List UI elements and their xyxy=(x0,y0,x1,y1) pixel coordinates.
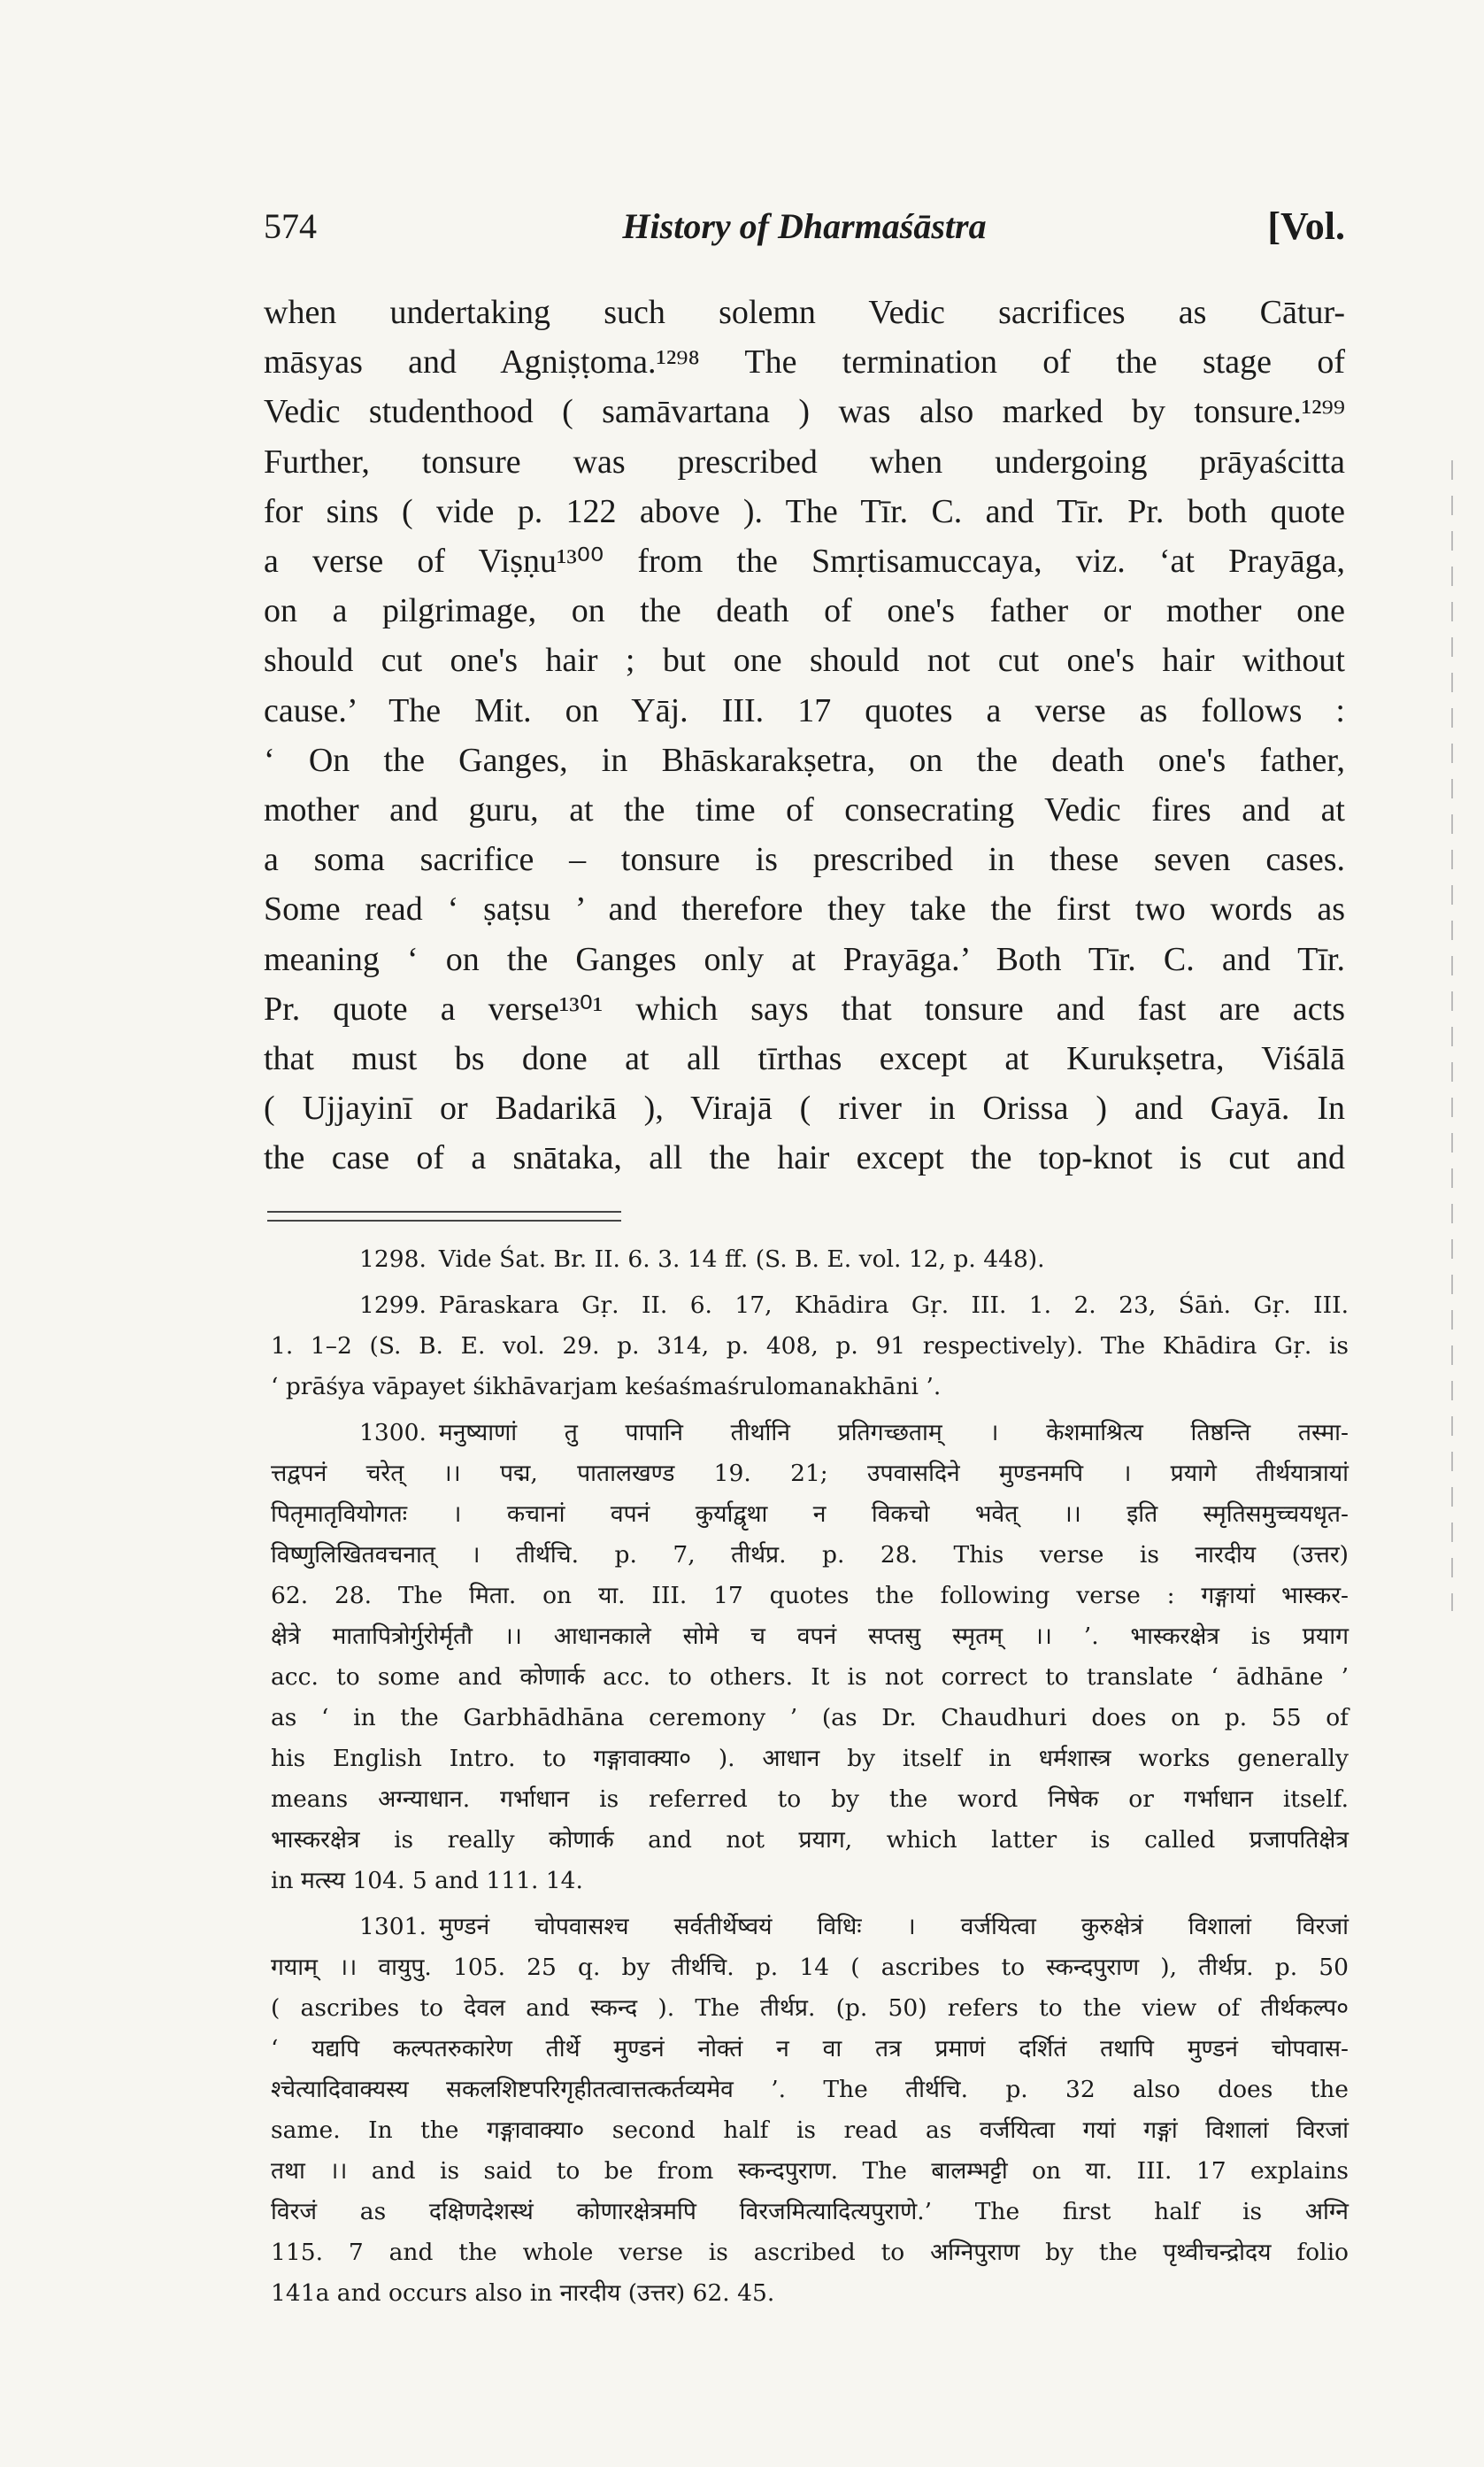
footnote-number: 1300. xyxy=(359,1419,427,1446)
footnote-number: 1301. xyxy=(359,1913,427,1940)
text-line: Pr. quote a verse¹³⁰¹ which says that tonsure and fast are acts xyxy=(264,990,1345,1028)
volume-marker: [Vol. xyxy=(1267,204,1345,248)
running-header xyxy=(264,198,1345,260)
footnote-line: गयाम् ।। वायुपु. 105. 25 q. by तीर्थचि. p. 14 ( ascribes to स्कन्दपुराण ), तीर्थप्र. p. 50 xyxy=(271,1954,1349,1981)
footnote-line: his English Intro. to गङ्गावाक्या० ). आधान by itself in धर्मशास्त्र works generally xyxy=(271,1745,1349,1772)
page-number: 574 xyxy=(264,206,317,246)
footnote-line: 115. 7 and the whole verse is ascribed to अग्निपुराण by the पृथ्वीचन्द्रोदय folio xyxy=(271,2239,1349,2266)
footnote-line: acc. to some and कोणार्क acc. to others. It is not correct to translate ‘ ādhāne ’ xyxy=(271,1663,1349,1691)
footnote-line: 141a and occurs also in नारदीय (उत्तर) 62. 45. xyxy=(271,2279,775,2307)
text-line: should cut one's hair ; but one should not cut one's hair without xyxy=(264,642,1345,680)
footnote-line: श्चेत्यादिवाक्यस्य सकलशिष्टपरिगृहीतत्वात्तत्कर्तव्यमेव ’. The तीर्थचि. p. 32 also does the xyxy=(271,2076,1349,2103)
text-line: Some read ‘ ṣaṭsu ’ and therefore they take the first two words as xyxy=(264,890,1345,929)
footnote-line: पितृमातृवियोगतः । कचानां वपनं कुर्याद्वृथा न विकचो भवेत् ।। इति स्मृतिसमुच्चयधृत- xyxy=(271,1500,1349,1528)
footnote-line: Vide Śat. Br. II. 6. 3. 14 ff. (S. B. E. vol. 12, p. 448). xyxy=(438,1245,1045,1273)
text-line: the case of a snātaka, all the hair except the top-knot is cut and xyxy=(264,1139,1345,1177)
footnote-line: तथा ।। and is said to be from स्कन्दपुराण. The बालम्भट्टी on या. III. 17 explains xyxy=(271,2157,1349,2185)
footnote-separator xyxy=(267,1211,621,1222)
text-line: Vedic studenthood ( samāvartana ) was also marked by tonsure.¹²⁹⁹ xyxy=(264,393,1345,431)
text-line: māsyas and Agniṣṭoma.¹²⁹⁸ The termination of the stage of xyxy=(264,343,1345,382)
footnote-number: 1299. xyxy=(359,1291,427,1319)
footnote-line: means अग्न्याधान. गर्भाधान is referred to by the word निषेक or गर्भाधान itself. xyxy=(271,1785,1349,1813)
footnote-line: विरजं as दक्षिणदेशस्थं कोणारक्षेत्रमपि विरजमित्यादित्यपुराणे.’ The first half is अग्नि xyxy=(271,2198,1349,2225)
main-text xyxy=(264,288,1345,1183)
footnote-line: मनुष्याणां तु पापानि तीर्थानि प्रतिगच्छताम् । केशमाश्रित्य तिष्ठन्ति तस्मा- xyxy=(438,1419,1349,1446)
text-line: cause.’ The Mit. on Yāj. III. 17 quotes a verse as follows : xyxy=(264,691,1345,729)
text-line: that must bs done at all tīrthas except at Kurukṣetra, Viśālā xyxy=(264,1040,1345,1078)
footnote-line: ‘ यद्यपि कल्पतरुकारेण तीर्थे मुण्डनं नोक्तं न वा तत्र प्रमाणं दर्शितं तथापि मुण्डनं चोपवास- xyxy=(271,2035,1349,2062)
text-line: when undertaking such solemn Vedic sacrifices as Cātur- xyxy=(264,294,1345,331)
text-line: Further, tonsure was prescribed when undergoing prāyaścitta xyxy=(264,443,1345,481)
footnote-number: 1298. xyxy=(359,1245,427,1273)
footnote-line: विष्णुलिखितवचनात् । तीर्थचि. p. 7, तीर्थप्र. p. 28. This verse is नारदीय (उत्तर) xyxy=(271,1541,1349,1569)
footnote-line: in मत्स्य 104. 5 and 111. 14. xyxy=(271,1867,583,1894)
text-line: meaning ‘ on the Ganges only at Prayāga.’ Both Tīr. C. and Tīr. xyxy=(264,940,1345,978)
footnote-1300 xyxy=(271,1413,1349,1901)
footnote-line: same. In the गङ्गावाक्या० second half is read as वर्जयित्वा गयां गङ्गां विशालां विरजां xyxy=(271,2116,1349,2144)
footnote-line: ( ascribes to देवल and स्कन्द ). The तीर्थप्र. (p. 50) refers to the view of तीर्थकल्प० xyxy=(271,1994,1349,2022)
scan-margin-mark xyxy=(1451,460,1453,1611)
footnote-line: त्तद्वपनं चरेत् ।। पद्म, पातालखण्ड 19. 21; उपवासदिने मुण्डनमपि । प्रयागे तीर्थयात्रायां xyxy=(271,1460,1349,1487)
footnote-line: 62. 28. The मिता. on या. III. 17 quotes the following verse : गङ्गायां भास्कर- xyxy=(271,1582,1349,1609)
footnote-line: Pāraskara Gṛ. II. 6. 17, Khādira Gṛ. III. 1. 2. 23, Śāṅ. Gṛ. III. xyxy=(438,1291,1349,1319)
footnote-1299 xyxy=(271,1285,1349,1407)
footnote-1298 xyxy=(271,1239,1349,1280)
text-line: a soma sacrifice – tonsure is prescribed in these seven cases. xyxy=(264,841,1345,879)
footnote-line: भास्करक्षेत्र is really कोणार्क and not प्रयाग, which latter is called प्रजापतिक्षेत्र xyxy=(271,1826,1349,1854)
footnote-line: क्षेत्रे मातापित्रोर्गुरोर्मृतौ ।। आधानकाले सोमे च वपनं सप्तसु स्मृतम् ।। ’. भास्करक्षेत्र is प्रयाग xyxy=(271,1623,1349,1650)
text-line: on a pilgrimage, on the death of one's father or mother one xyxy=(264,592,1345,630)
text-line: ( Ujjayinī or Badarikā ), Virajā ( river in Orissa ) and Gayā. In xyxy=(264,1090,1345,1128)
footnote-line: ‘ prāśya vāpayet śikhāvarjam keśaśmaśrulomanakhāni ’. xyxy=(271,1373,942,1400)
footnote-line: मुण्डनं चोपवासश्च सर्वतीर्थेष्वयं विधिः । वर्जयित्वा कुरुक्षेत्रं विशालां विरजां xyxy=(438,1913,1349,1940)
text-line: a verse of Viṣṇu¹³⁰⁰ from the Smṛtisamuccaya, viz. ‘at Prayāga, xyxy=(264,543,1345,581)
text-line: for sins ( vide p. 122 above ). The Tīr. C. and Tīr. Pr. both quote xyxy=(264,492,1345,530)
running-title: History of Dharmaśāstra xyxy=(622,206,987,246)
footnote-line: as ‘ in the Garbhādhāna ceremony ’ (as Dr. Chaudhuri does on p. 55 of xyxy=(271,1704,1349,1731)
footnotes xyxy=(271,1239,1349,2319)
footnote-line: 1. 1–2 (S. B. E. vol. 29. p. 314, p. 408, p. 91 respectively). The Khādira Gṛ. is xyxy=(271,1332,1349,1360)
text-line: mother and guru, at the time of consecrating Vedic fires and at xyxy=(264,791,1345,829)
text-line: ‘ On the Ganges, in Bhāskarakṣetra, on the death one's father, xyxy=(264,741,1345,779)
footnote-1301 xyxy=(271,1907,1349,2314)
